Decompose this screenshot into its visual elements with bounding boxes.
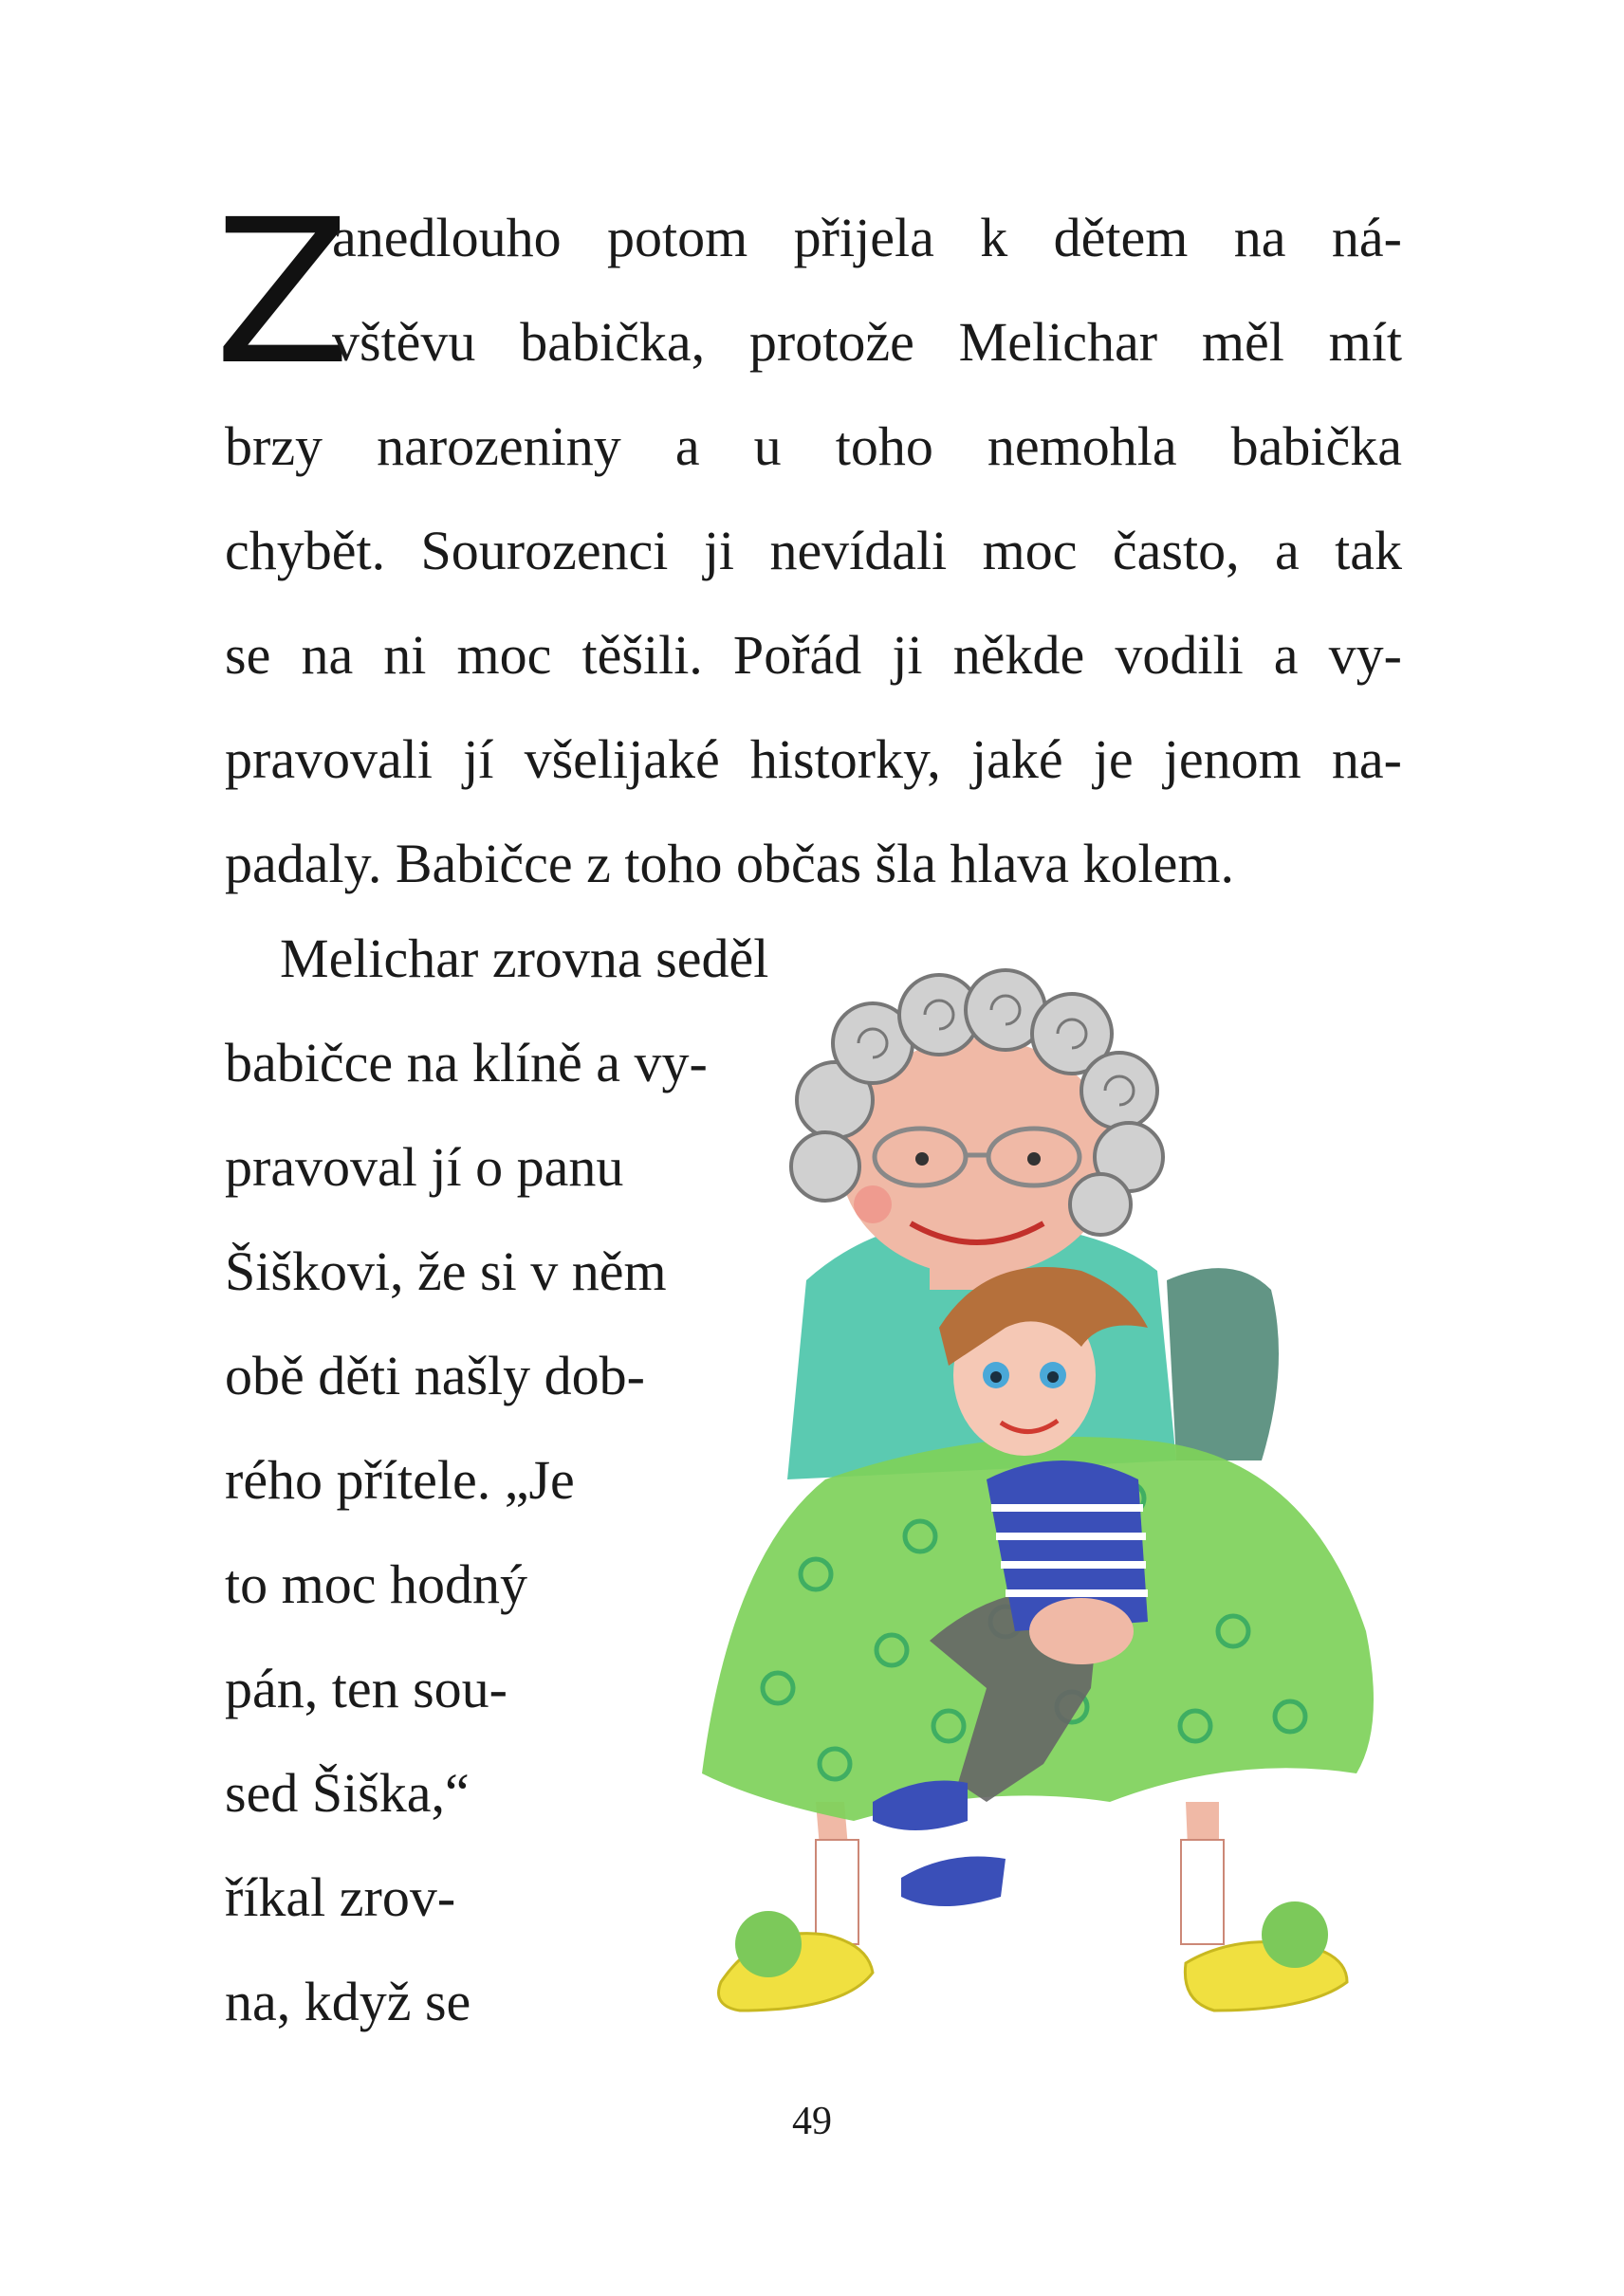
text-line: Melichar zrovna seděl (280, 928, 769, 989)
boy-right-pupil (1047, 1371, 1059, 1383)
text-line: říkal zrov- (225, 1866, 456, 1928)
grandma-right-eye (1027, 1152, 1041, 1166)
grandma-left-eye (915, 1152, 929, 1166)
text-line: vštěvu babička, protože Melichar měl mít (332, 311, 1402, 373)
grandmother-with-boy-illustration (702, 967, 1461, 2067)
text-line: babičce na klíně a vy- (225, 1032, 708, 1093)
text-line: pán, ten sou- (225, 1658, 508, 1719)
text-line: chybět. Sourozenci ji nevídali moc často, a tak (225, 520, 1402, 581)
text-line: pravovali jí všelijaké historky, jaké je jenom na- (225, 728, 1402, 790)
right-pompom (1262, 1901, 1328, 1968)
grandma-hand (1029, 1598, 1134, 1664)
text-line: to moc hodný (225, 1553, 527, 1615)
grandma-cheek (854, 1185, 892, 1223)
chair-back (1167, 1268, 1279, 1460)
text-line: rého přítele. „Je (225, 1449, 575, 1511)
text-line: Šiškovi, že si v něm (225, 1240, 667, 1302)
left-pompom (735, 1911, 802, 1977)
text-line: se na ni moc těšili. Pořád ji někde vodili a vy- (225, 624, 1402, 686)
text-line: anedlouho potom přijela k dětem na ná- (332, 207, 1402, 268)
text-line: padaly. Babičce z toho občas šla hlava kolem. (225, 833, 1235, 894)
text-line: pravoval jí o panu (225, 1136, 624, 1198)
boy-right-shoe (901, 1857, 1006, 1907)
text-line: sed Šiška,“ (225, 1762, 470, 1824)
grandma-right-sock (1181, 1840, 1224, 1944)
drop-cap-letter: Z (214, 176, 351, 409)
text-line: na, když se (225, 1971, 471, 2032)
text-line: obě děti našly dob- (225, 1345, 645, 1406)
grandma-left-sock (816, 1840, 858, 1944)
boy-left-pupil (990, 1371, 1002, 1383)
page-number: 49 (792, 2100, 832, 2143)
text-line: brzy narozeniny a u toho nemohla babička (225, 415, 1402, 477)
